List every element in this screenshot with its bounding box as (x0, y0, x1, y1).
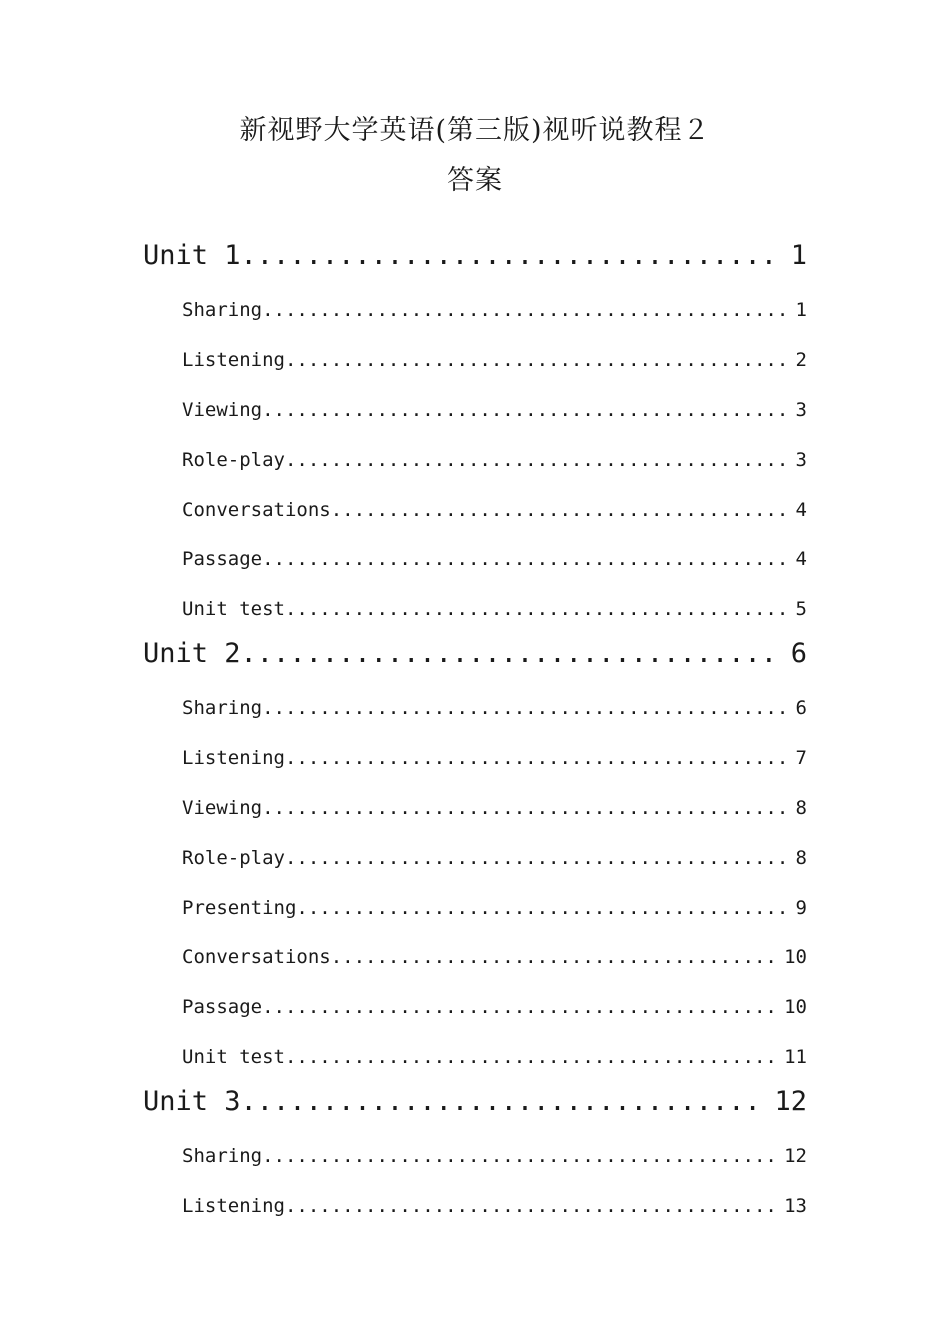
toc-entry-label: Unit 3 (143, 1086, 241, 1117)
toc-dot-leader (285, 744, 792, 772)
toc-entry-label: Passage (182, 996, 263, 1018)
toc-entry-label: Presenting (182, 897, 297, 919)
toc-page-number: 4 (795, 548, 807, 570)
toc-dot-leader (285, 595, 792, 623)
toc-dot-leader (285, 346, 792, 374)
toc-section-entry[interactable] (182, 694, 807, 722)
toc-section-entry[interactable] (182, 446, 807, 474)
toc-entry-label: Unit test (182, 1046, 285, 1068)
toc-section-entry[interactable] (182, 894, 807, 922)
toc-dot-leader (285, 1192, 780, 1220)
toc-entry-label: Viewing (182, 797, 263, 819)
toc-entry-label: Sharing (182, 299, 263, 321)
toc-page-number: 4 (795, 499, 807, 521)
toc-dot-leader (262, 694, 791, 722)
toc-dot-leader (331, 496, 792, 524)
toc-entry-label: Viewing (182, 399, 263, 421)
toc-page-number: 12 (784, 1145, 807, 1167)
toc-page-number: 7 (795, 747, 807, 769)
toc-section-entry[interactable] (182, 595, 807, 623)
toc-page-number: 6 (790, 638, 807, 669)
toc-entry-label: Unit 1 (143, 240, 241, 271)
toc-page-number: 3 (795, 399, 807, 421)
toc-page-number: 1 (790, 240, 807, 271)
toc-page-number: 11 (784, 1046, 807, 1068)
toc-dot-leader (262, 1142, 780, 1170)
toc-page-number: 10 (784, 996, 807, 1018)
toc-section-entry[interactable] (182, 1043, 807, 1071)
toc-section-entry[interactable] (182, 794, 807, 822)
toc-dot-leader (241, 1084, 763, 1120)
toc-dot-leader (262, 993, 780, 1021)
toc-dot-leader (262, 296, 791, 324)
toc-entry-label: Unit 2 (143, 638, 241, 669)
toc-section-entry[interactable] (182, 993, 807, 1021)
toc-unit-entry[interactable] (143, 636, 807, 672)
toc-section-entry[interactable] (182, 844, 807, 872)
toc-dot-leader (241, 636, 779, 672)
toc-dot-leader (262, 794, 791, 822)
toc-entry-label: Conversations (182, 946, 331, 968)
toc-page-number: 6 (795, 697, 807, 719)
toc-dot-leader (262, 396, 791, 424)
document-title: 新视野大学英语(第三版)视听说教程２ (239, 115, 711, 146)
toc-entry-label: Role-play (182, 847, 285, 869)
toc-page-number: 8 (795, 847, 807, 869)
toc-entry-label: Listening (182, 349, 285, 371)
toc-dot-leader (285, 446, 792, 474)
toc-entry-label: Passage (182, 548, 263, 570)
toc-entry-label: Sharing (182, 697, 263, 719)
toc-unit-entry[interactable] (143, 238, 807, 274)
toc-entry-label: Listening (182, 747, 285, 769)
toc-section-entry[interactable] (182, 744, 807, 772)
toc-page-number: 3 (795, 449, 807, 471)
toc-entry-label: Role-play (182, 449, 285, 471)
toc-entry-label: Conversations (182, 499, 331, 521)
toc-dot-leader (331, 943, 780, 971)
toc-section-entry[interactable] (182, 396, 807, 424)
toc-section-entry[interactable] (182, 545, 807, 573)
toc-entry-label: Unit test (182, 598, 285, 620)
document-subtitle: 答案 (447, 165, 503, 196)
toc-page-number: 13 (784, 1195, 807, 1217)
toc-section-entry[interactable] (182, 346, 807, 374)
toc-page-number: 9 (795, 897, 807, 919)
toc-unit-entry[interactable] (143, 1084, 807, 1120)
toc-page-number: 5 (795, 598, 807, 620)
toc-entry-label: Sharing (182, 1145, 263, 1167)
toc-section-entry[interactable] (182, 1142, 807, 1170)
toc-page-number: 1 (795, 299, 807, 321)
toc-page-number: 2 (795, 349, 807, 371)
toc-dot-leader (296, 894, 791, 922)
toc-entry-label: Listening (182, 1195, 285, 1217)
toc-page-number: 8 (795, 797, 807, 819)
toc-dot-leader (285, 844, 792, 872)
toc-section-entry[interactable] (182, 296, 807, 324)
toc-page-number: 12 (774, 1086, 807, 1117)
toc-section-entry[interactable] (182, 496, 807, 524)
toc-dot-leader (285, 1043, 780, 1071)
toc-dot-leader (241, 238, 779, 274)
toc-section-entry[interactable] (182, 943, 807, 971)
toc-page-number: 10 (784, 946, 807, 968)
toc-dot-leader (262, 545, 791, 573)
toc-section-entry[interactable] (182, 1192, 807, 1220)
